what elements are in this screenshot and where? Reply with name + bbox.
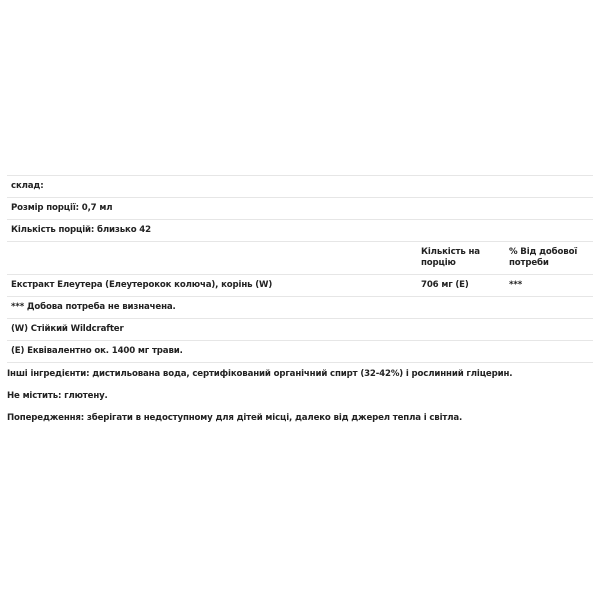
supplement-facts-table xyxy=(7,175,593,363)
other-ingredients: Інші інгредієнти: дистильована вода, сертифікований органічний спирт (32-42%) і рослинний гліцерин. xyxy=(7,369,513,379)
warning: Попередження: зберігати в недоступному для дітей місці, далеко від джерел тепла і світла. xyxy=(7,413,463,423)
header-amount: Кількість на порцію xyxy=(417,242,505,275)
header-blank xyxy=(7,242,417,275)
footnote-equivalent: (E) Еквівалентно ок. 1400 мг трави. xyxy=(7,341,593,363)
column-header-row xyxy=(7,242,593,275)
serving-size-row xyxy=(7,198,593,220)
product-notes xyxy=(7,366,597,432)
footnote-wildcrafted: (W) Стійкий Wildcrafter xyxy=(7,319,593,341)
footnote-row xyxy=(7,341,593,363)
servings-per-container-row xyxy=(7,220,593,242)
header-daily-value: % Від добової потреби xyxy=(505,242,593,275)
ingredient-amount: 706 мг (E) xyxy=(417,275,505,297)
footnote-daily-value: *** Добова потреба не визначена. xyxy=(7,297,593,319)
servings-per-container: Кількість порцій: близько 42 xyxy=(7,220,593,242)
ingredient-daily-value: *** xyxy=(505,275,593,297)
free-of: Не містить: глютену. xyxy=(7,391,108,401)
facts-title-row xyxy=(7,176,593,198)
footnote-row xyxy=(7,297,593,319)
facts-title: склад: xyxy=(7,176,593,198)
ingredient-name: Екстракт Елеутера (Елеутерокок колюча), корінь (W) xyxy=(7,275,417,297)
footnote-row xyxy=(7,319,593,341)
ingredient-row xyxy=(7,275,593,297)
supplement-facts-panel xyxy=(7,175,593,363)
serving-size: Розмір порції: 0,7 мл xyxy=(7,198,593,220)
